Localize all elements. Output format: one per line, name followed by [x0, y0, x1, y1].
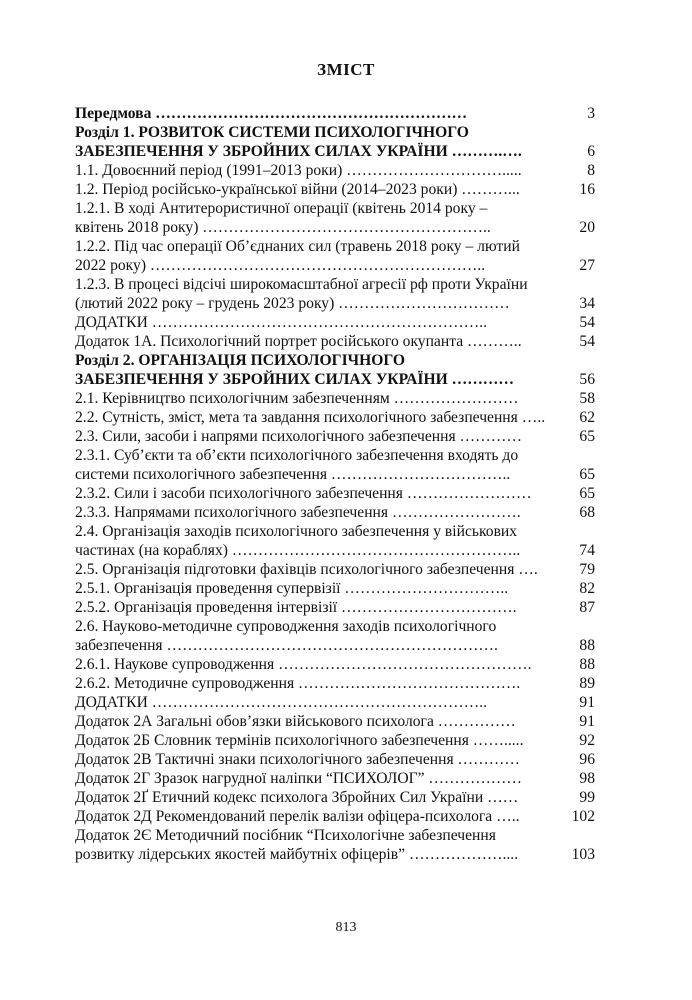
toc-entry-page: 65 [579, 466, 595, 483]
toc-entry-text: 2.3. Сили, засоби і напрями психологічного забезпечення ………… [75, 428, 522, 445]
toc-entry-line [75, 636, 595, 655]
toc-entry-page: 82 [579, 580, 595, 597]
toc-entry-line [75, 598, 595, 617]
toc-entry [75, 332, 595, 351]
toc-entry-text: системи психологічного забезпечення …………………………….. [75, 466, 511, 483]
toc-entry-text: 2022 року) ……………………………………………………….. [75, 257, 486, 274]
page-number: 813 [335, 920, 357, 935]
toc-entry-text: 2.3.3. Напрямами психологічного забезпечення ……………………. [75, 504, 521, 521]
toc-entry-page: 65 [579, 428, 595, 445]
toc-entry-text: 2.5.2. Організація проведення інтервізії ……………………………. [75, 599, 517, 616]
toc-entry-line [75, 237, 595, 256]
table-of-contents [75, 104, 595, 864]
toc-entry-page: 56 [579, 371, 595, 388]
toc-entry-line [75, 465, 595, 484]
toc-entry-page: 91 [579, 713, 595, 730]
toc-entry [75, 503, 595, 522]
toc-entry-text: Додаток 2Б Словник термінів психологічного забезпечення ……..... [75, 732, 524, 749]
toc-entry-page: 58 [579, 390, 595, 407]
toc-entry-text: Додаток 1А. Психологічний портрет російського окупанта ……….. [75, 333, 522, 350]
toc-entry-page: 27 [579, 257, 595, 274]
toc-entry-text: Передмова …………………………………………………… [75, 105, 468, 122]
toc-entry [75, 180, 595, 199]
toc-entry-page: 65 [579, 485, 595, 502]
toc-entry-line [75, 712, 595, 731]
toc-entry-line [75, 446, 595, 465]
toc-entry [75, 807, 595, 826]
toc-entry-line [75, 389, 595, 408]
toc-entry-line [75, 750, 595, 769]
toc-entry-page: 88 [579, 656, 595, 673]
toc-entry-page: 89 [579, 675, 595, 692]
toc-entry-text: 1.1. Довоєнний період (1991–2013 роки) …………………………..... [75, 162, 522, 179]
toc-entry [75, 427, 595, 446]
toc-entry [75, 484, 595, 503]
toc-entry-line [75, 484, 595, 503]
toc-entry-line [75, 294, 595, 313]
toc-entry-page: 99 [579, 789, 595, 806]
toc-entry [75, 123, 595, 161]
toc-entry [75, 769, 595, 788]
toc-entry-page: 103 [571, 846, 595, 863]
toc-entry-page: 88 [579, 637, 595, 654]
toc-entry-line [75, 161, 595, 180]
toc-entry [75, 617, 595, 655]
toc-entry-line [75, 617, 595, 636]
toc-entry [75, 826, 595, 864]
toc-entry-line [75, 503, 595, 522]
toc-entry [75, 788, 595, 807]
toc-entry-text: 2.2. Сутність, зміст, мета та завдання психологічного забезпечення ….. [75, 409, 545, 426]
toc-entry-page: 54 [579, 314, 595, 331]
toc-entry-line [75, 807, 595, 826]
toc-entry [75, 598, 595, 617]
toc-entry-text: 2.3.2. Сили і засоби психологічного забезпечення …………………… [75, 485, 532, 502]
toc-entry [75, 351, 595, 389]
toc-entry-line [75, 788, 595, 807]
toc-entry-text: (лютий 2022 року – грудень 2023 року) …………………………… [75, 295, 510, 312]
toc-entry-text: 2.5. Організація підготовки фахівців психологічного забезпечення …. [75, 561, 538, 578]
toc-entry-page: 87 [579, 599, 595, 616]
toc-entry-line [75, 332, 595, 351]
toc-entry-page: 54 [579, 333, 595, 350]
toc-entry [75, 655, 595, 674]
toc-entry-text: 2.1. Керівництво психологічним забезпеченням …………………… [75, 390, 519, 407]
toc-entry-text: 1.2.3. В процесі відсічі широкомасштабної агресії рф проти України [75, 276, 528, 293]
toc-entry-line [75, 579, 595, 598]
toc-entry-page: 3 [587, 105, 595, 122]
toc-entry-page: 6 [587, 143, 595, 160]
toc-entry-line [75, 313, 595, 332]
toc-entry-line [75, 370, 595, 389]
toc-entry-page: 16 [579, 181, 595, 198]
toc-entry-line [75, 256, 595, 275]
toc-entry [75, 674, 595, 693]
toc-entry-text: ДОДАТКИ ……………………………………………………….. [75, 694, 488, 711]
toc-entry-text: ДОДАТКИ ……………………………………………………….. [75, 314, 488, 331]
toc-entry-line [75, 731, 595, 750]
toc-entry [75, 237, 595, 275]
toc-entry-line [75, 104, 595, 123]
toc-entry-text: 2.5.1. Організація проведення супервізії ………………………….. [75, 580, 509, 597]
toc-entry-text: 2.6.2. Методичне супроводження ……………………………………. [75, 675, 521, 692]
toc-entry-page: 92 [579, 732, 595, 749]
toc-entry-line [75, 123, 595, 142]
toc-entry-line [75, 142, 595, 161]
toc-entry [75, 712, 595, 731]
toc-entry-page: 34 [579, 295, 595, 312]
toc-entry [75, 579, 595, 598]
toc-entry-text: 2.6.1. Наукове супроводження …………………………………………. [75, 656, 532, 673]
toc-entry-line [75, 199, 595, 218]
toc-entry-page: 68 [579, 504, 595, 521]
toc-entry-line [75, 522, 595, 541]
toc-entry-text: 2.3.1. Суб’єкти та об’єкти психологічного забезпечення входять до [75, 447, 519, 464]
toc-entry-line [75, 180, 595, 199]
toc-entry-line [75, 674, 595, 693]
toc-entry-text: Розділ 1. РОЗВИТОК СИСТЕМИ ПСИХОЛОГІЧНОГО [75, 124, 469, 141]
toc-entry [75, 161, 595, 180]
toc-entry-line [75, 218, 595, 237]
toc-entry-line [75, 275, 595, 294]
toc-entry-line [75, 845, 595, 864]
toc-entry [75, 693, 595, 712]
toc-entry-line [75, 826, 595, 845]
toc-entry-text: Додаток 2Є Методичний посібник “Психологічне забезпечення [75, 827, 496, 844]
toc-entry-text: розвитку лідерських якостей майбутніх офіцерів” ……………….... [75, 846, 519, 863]
toc-entry-line [75, 351, 595, 370]
toc-entry-text: 1.2. Період російсько-української війни (2014–2023 роки) ………... [75, 181, 520, 198]
toc-entry-page: 8 [587, 162, 595, 179]
toc-entry-page: 102 [571, 808, 595, 825]
toc-entry [75, 750, 595, 769]
toc-entry-text: ЗАБЕЗПЕЧЕННЯ У ЗБРОЙНИХ СИЛАХ УКРАЇНИ ………… [75, 371, 514, 388]
toc-entry-page: 98 [579, 770, 595, 787]
toc-entry-text: Додаток 2А Загальні обов’язки військового психолога …………… [75, 713, 516, 730]
toc-entry [75, 313, 595, 332]
toc-entry [75, 446, 595, 484]
toc-entry [75, 104, 595, 123]
toc-entry [75, 389, 595, 408]
toc-entry-text: 1.2.2. Під час операції Об’єднаних сил (травень 2018 року – лютий [75, 238, 520, 255]
toc-entry-text: частинах (на кораблях) ……………………………………………….. [75, 542, 521, 559]
toc-entry-text: 1.2.1. В ході Антитерористичної операції (квітень 2014 року – [75, 200, 488, 217]
toc-entry-page: 20 [579, 219, 595, 236]
toc-entry [75, 560, 595, 579]
toc-entry-text: 2.6. Науково-методичне супроводження заходів психологічного [75, 618, 497, 635]
toc-entry-line [75, 560, 595, 579]
toc-entry-text: Розділ 2. ОРГАНІЗАЦІЯ ПСИХОЛОГІЧНОГО [75, 352, 406, 369]
toc-title: ЗМІСТ [317, 60, 375, 79]
toc-entry [75, 199, 595, 237]
toc-entry-line [75, 769, 595, 788]
toc-entry-page: 79 [579, 561, 595, 578]
toc-entry-page: 96 [579, 751, 595, 768]
toc-entry-text: Додаток 2Д Рекомендований перелік валізи офіцера-психолога ….. [75, 808, 520, 825]
toc-entry [75, 408, 595, 427]
toc-entry-line [75, 427, 595, 446]
toc-entry-line [75, 693, 595, 712]
toc-entry [75, 522, 595, 560]
toc-entry-text: ЗАБЕЗПЕЧЕННЯ У ЗБРОЙНИХ СИЛАХ УКРАЇНИ ……….…. [75, 143, 522, 160]
toc-entry-text: Додаток 2Г Зразок нагрудної наліпки “ПСИХОЛОГ” ……………… [75, 770, 522, 787]
toc-entry-text: Додаток 2В Тактичні знаки психологічного забезпечення ………… [75, 751, 520, 768]
toc-entry-page: 74 [579, 542, 595, 559]
toc-entry-line [75, 655, 595, 674]
toc-entry-line [75, 408, 595, 427]
toc-entry [75, 275, 595, 313]
toc-entry-text: квітень 2018 року) ……………………………………………….. [75, 219, 491, 236]
toc-entry-text: забезпечення ………………………………………………………. [75, 637, 498, 654]
toc-entry-page: 91 [579, 694, 595, 711]
toc-entry-text: Додаток 2Ґ Етичний кодекс психолога Збройних Сил України …… [75, 789, 519, 806]
toc-entry-page: 62 [579, 409, 595, 426]
toc-entry-line [75, 541, 595, 560]
toc-entry-text: 2.4. Організація заходів психологічного забезпечення у військових [75, 523, 518, 540]
toc-entry [75, 731, 595, 750]
